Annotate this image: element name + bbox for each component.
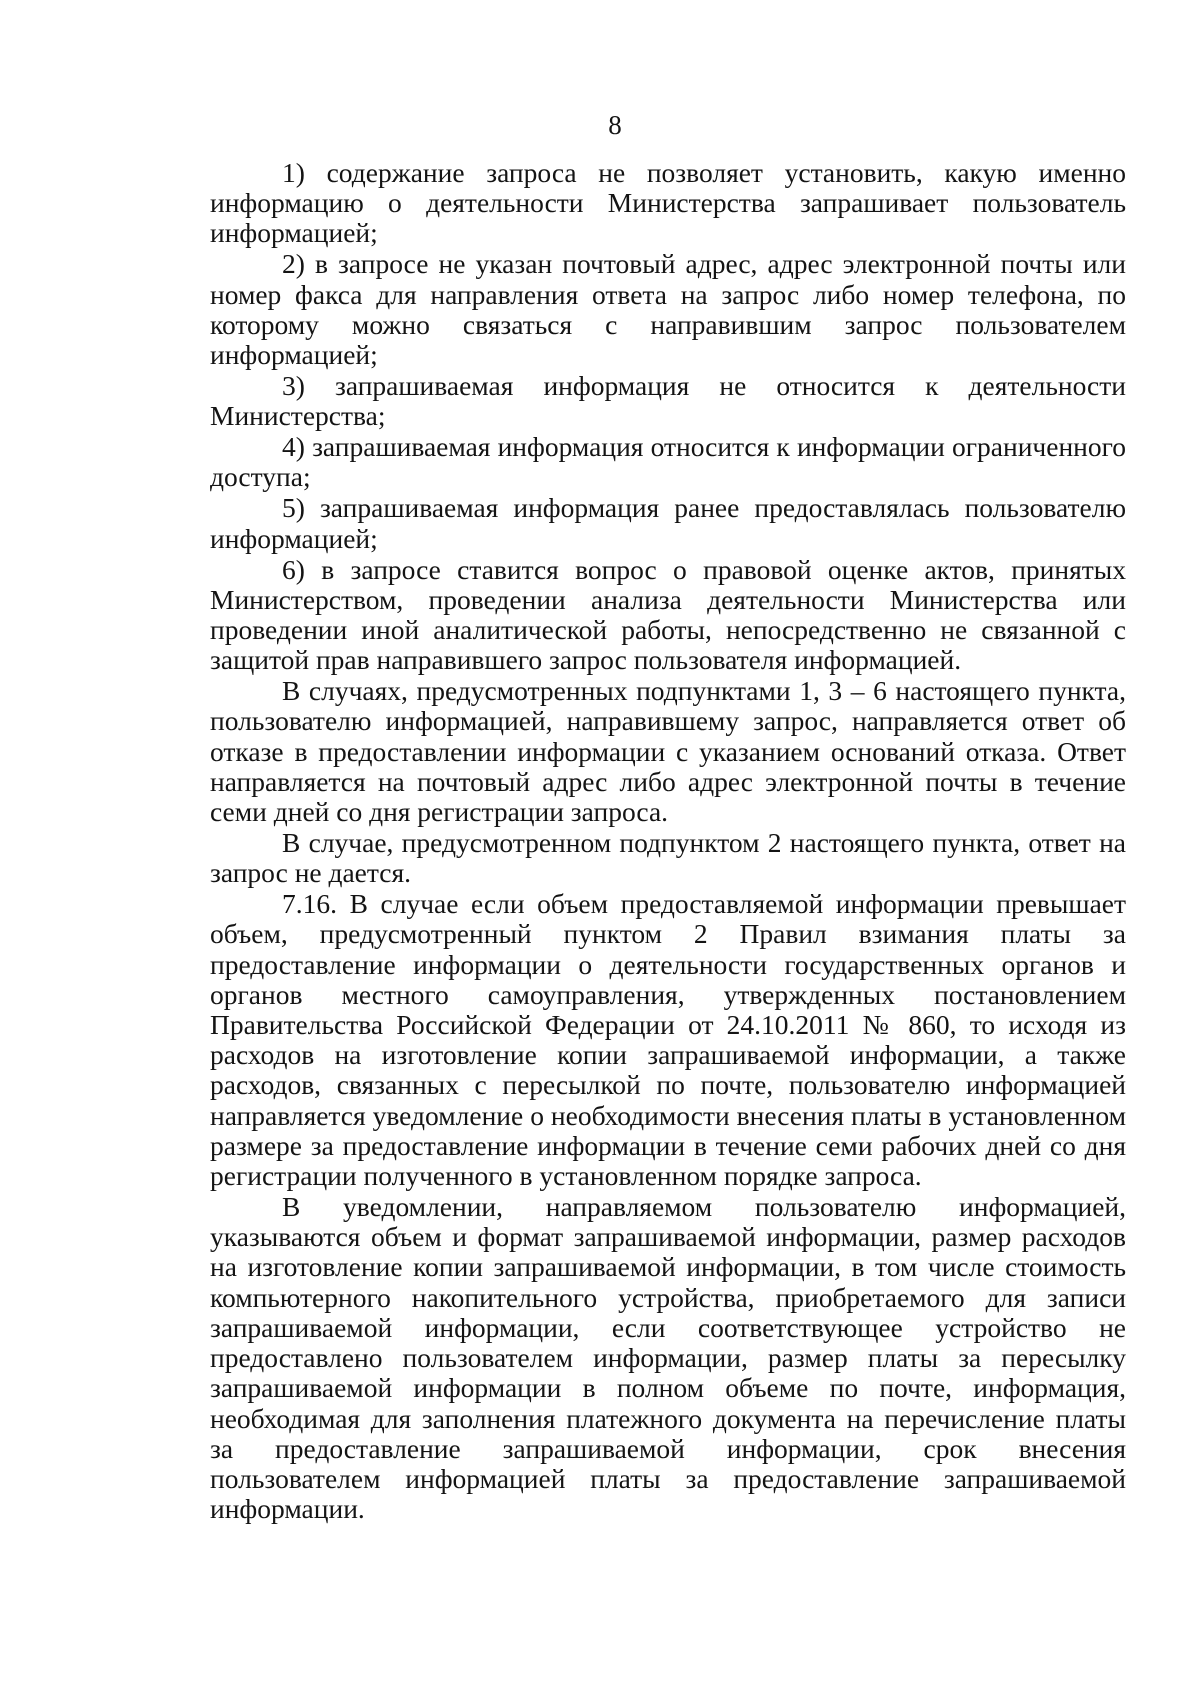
paragraph-item-5: 5) запрашиваемая информация ранее предоставлялась пользователю информацией; bbox=[210, 492, 1126, 554]
paragraph-item-3: 3) запрашиваемая информация не относится к деятельности Министерства; bbox=[210, 370, 1126, 432]
paragraph-refusal-cases: В случаях, предусмотренных подпунктами 1, 3 – 6 настоящего пункта, пользователю информацией, направившему запрос, направляется ответ об отказе в предоставлении информации с указанием оснований отказа. Ответ направляется на почтовый адрес либо адрес электронной почты в течение семи дней со дня регистрации запроса. bbox=[210, 675, 1126, 828]
paragraph-item-1: 1) содержание запроса не позволяет установить, какую именно информацию о деятельности Министерства запрашивает пользователь информацией; bbox=[210, 157, 1126, 249]
paragraph-item-6: 6) в запросе ставится вопрос о правовой оценке актов, принятых Министерством, проведении анализа деятельности Министерства или проведении иной аналитической работы, непосредственно не связанной с защитой прав направившего запрос пользователя информацией. bbox=[210, 553, 1126, 676]
paragraph-notification: В уведомлении, направляемом пользователю информацией, указываются объем и формат запрашиваемой информации, размер расходов на изготовление копии запрашиваемой информации, в том числе стоимость компьютерного накопительного устройства, приобретаемого для записи запрашиваемой информации, если соответствующее устройство не предоставлено пользователем информации, размер платы за пересылку запрашиваемой информации в полном объеме по почте, информация, необходимая для заполнения платежного документа на перечисление платы за предоставление запрашиваемой информации, срок внесения пользователем информацией платы за предоставление запрашиваемой информации. bbox=[210, 1191, 1126, 1525]
paragraph-item-2: 2) в запросе не указан почтовый адрес, адрес электронной почты или номер факса для направления ответа на запрос либо номер телефона, по которому можно связаться с направившим запрос пользователем информацией; bbox=[210, 248, 1126, 371]
document-body bbox=[210, 158, 1126, 1525]
page-number: 8 bbox=[608, 110, 622, 140]
paragraph-7-16: 7.16. В случае если объем предоставляемой информации превышает объем, предусмотренный пунктом 2 Правил взимания платы за предоставление информации о деятельности государственных органов и органов местного самоуправления, утвержденных постановлением Правительства Российской Федерации от 24.10.2011 № 860, то исходя из расходов на изготовление копии запрашиваемой информации, а также расходов, связанных с пересылкой по почте, пользователю информацией направляется уведомление о необходимости внесения платы в установленном размере за предоставление информации в течение семи рабочих дней со дня регистрации полученного в установленном порядке запроса. bbox=[210, 888, 1126, 1192]
paragraph-no-answer: В случае, предусмотренном подпунктом 2 настоящего пункта, ответ на запрос не дается. bbox=[210, 827, 1126, 889]
paragraph-item-4: 4) запрашиваемая информация относится к информации ограниченного доступа; bbox=[210, 431, 1126, 493]
